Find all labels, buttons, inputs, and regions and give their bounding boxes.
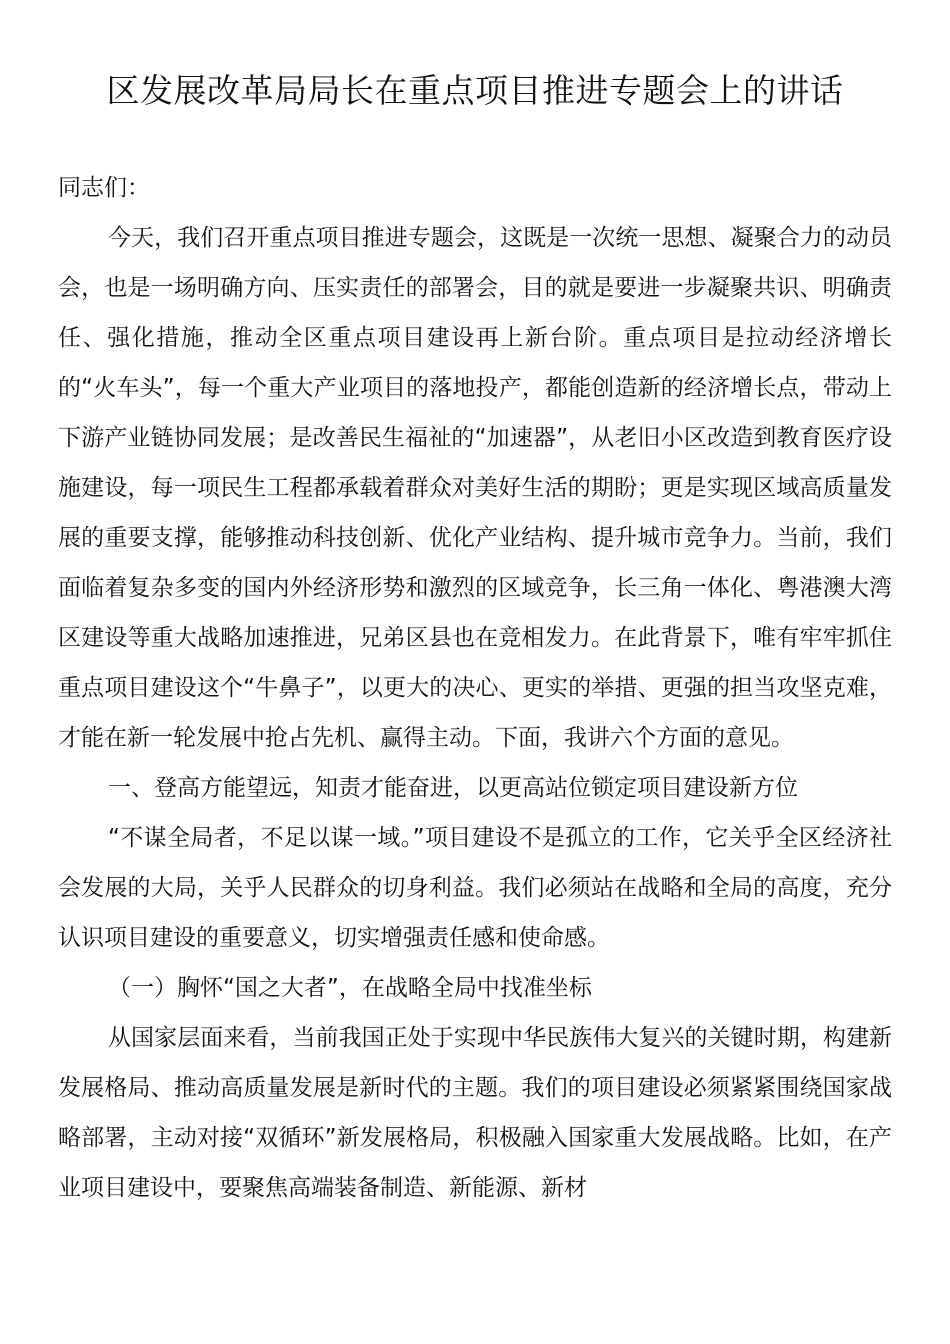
- document-title: 区发展改革局局长在重点项目推进专题会上的讲话: [106, 71, 844, 110]
- subsection-heading-1: （一）胸怀“国之大者”，在战略全局中找准坐标: [108, 975, 592, 1001]
- intro-paragraph: 今天，我们召开重点项目推进专题会，这既是一次统一思想、凝聚合力的动员会，也是一场明确方向、压实责任的部署会，目的就是要进一步凝聚共识、明确责任、强化措施，推动全区重点项目建设再上新台阶。重点项目是拉动经济增长的“火车头”，每一个重大产业项目的落地投产，都能创造新的经济增长点，带动上下游产业链协同发展；是改善民生福祉的“加速器”，从老旧小区改造到教育医疗设施建设，每一项民生工程都承载着群众对美好生活的期盼；更是实现区域高质量发展的重要支撑，能够推动科技创新、优化产业结构、提升城市竞争力。当前，我们面临着复杂多变的国内外经济形势和激烈的区域竞争，长三角一体化、粤港澳大湾区建设等重大战略加速推进，兄弟区县也在竞相发力。在此背景下，唯有牢牢抓住重点项目建设这个“牛鼻子”，以更大的决心、更实的举措、更强的担当攻坚克难，才能在新一轮发展中抢占先机、赢得主动。下面，我讲六个方面的意见。: [58, 225, 892, 751]
- subsection-1-paragraph: 从国家层面来看，当前我国正处于实现中华民族伟大复兴的关键时期，构建新发展格局、推动高质量发展是新时代的主题。我们的项目建设必须紧紧围绕国家战略部署，主动对接“双循环”新发展格局，积极融入国家重大发展战略。比如，在产业项目建设中，要聚焦高端装备制造、新能源、新材: [58, 1025, 892, 1201]
- document-body: [58, 163, 892, 1213]
- salutation: 同志们：: [58, 175, 150, 201]
- section-heading-1: 一、登高方能望远，知责才能奋进，以更高站位锁定项目建设新方位: [108, 775, 798, 801]
- section-1-paragraph: “不谋全局者，不足以谋一域。”项目建设不是孤立的工作，它关乎全区经济社会发展的大局，关乎人民群众的切身利益。我们必须站在战略和全局的高度，充分认识项目建设的重要意义，切实增强责任感和使命感。: [58, 825, 892, 951]
